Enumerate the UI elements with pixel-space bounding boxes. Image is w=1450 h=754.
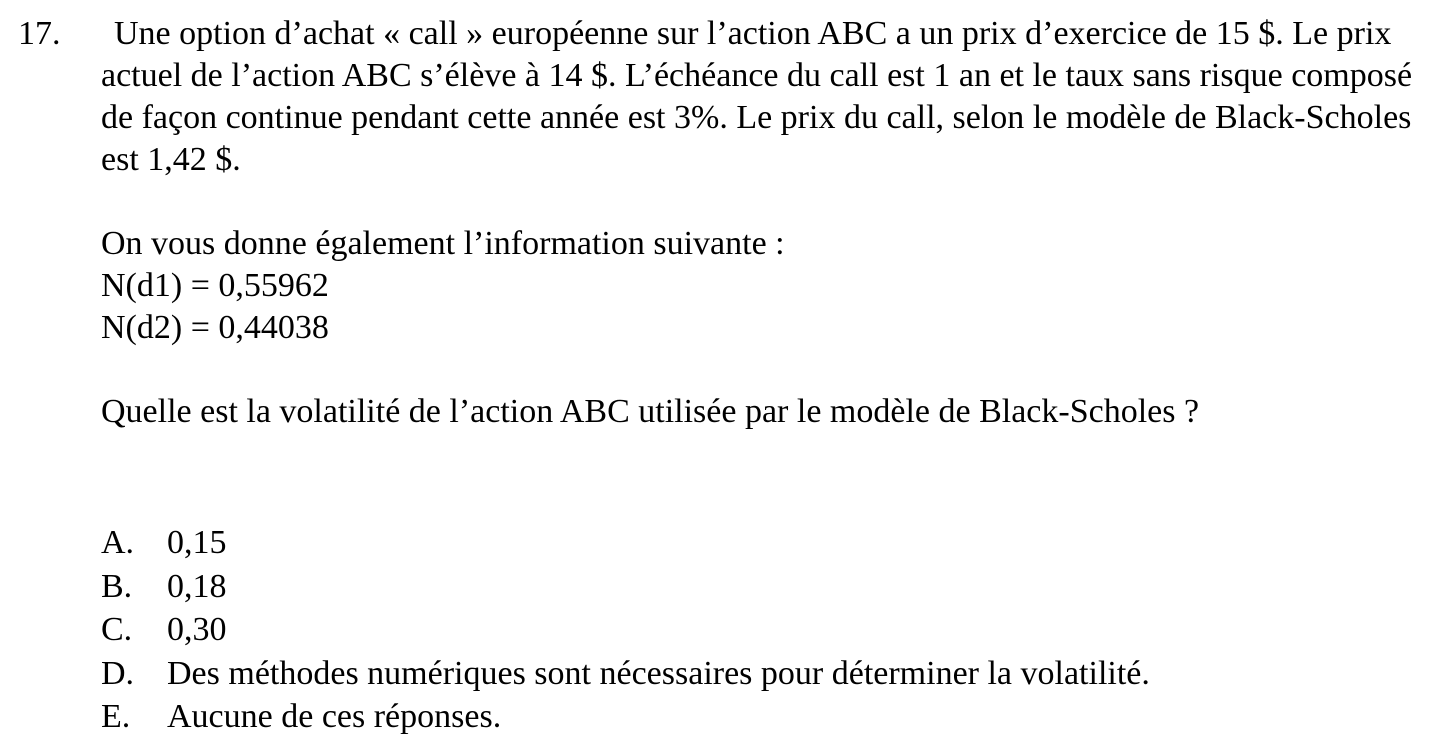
option-text: 0,18 xyxy=(167,567,227,605)
option-e xyxy=(101,695,1441,739)
given-information xyxy=(101,223,1441,349)
option-text: 0,30 xyxy=(167,611,227,648)
option-c xyxy=(101,608,1441,652)
option-text: 0,15 xyxy=(167,524,227,561)
option-a xyxy=(101,521,1441,565)
option-letter: A. xyxy=(101,524,135,561)
option-letter: C. xyxy=(101,611,133,648)
question-stem: Une option d’achat « call » européenne sur l’action ABC a un prix d’exercice de 15 $. Le prix actuel de l’action ABC s’élève à 14 $. L’échéance du call est 1 an et le taux sans risque composé de façon continue pendant cette année est 3%. Le prix du call, selon le modèle de Black-Scholes est 1,42 $. xyxy=(101,15,1413,178)
option-letter: B. xyxy=(101,567,133,605)
option-text: Des méthodes numériques sont nécessaires pour déterminer la volatilité. xyxy=(167,654,1150,692)
option-letter: D. xyxy=(101,654,135,692)
given-intro: On vous donne également l’information suivante : xyxy=(101,225,785,262)
answer-options xyxy=(101,521,1441,739)
option-b xyxy=(101,565,1441,609)
option-text: Aucune de ces réponses. xyxy=(167,698,502,735)
given-nd1: N(d1) = 0,55962 xyxy=(101,267,329,304)
question-prompt: Quelle est la volatilité de l’action ABC utilisée par le modèle de Black-Scholes ? xyxy=(101,393,1200,430)
given-nd2: N(d2) = 0,44038 xyxy=(101,309,329,346)
question-number: 17. xyxy=(18,15,61,52)
option-d xyxy=(101,652,1441,696)
option-letter: E. xyxy=(101,698,131,735)
question-body xyxy=(101,13,1441,433)
